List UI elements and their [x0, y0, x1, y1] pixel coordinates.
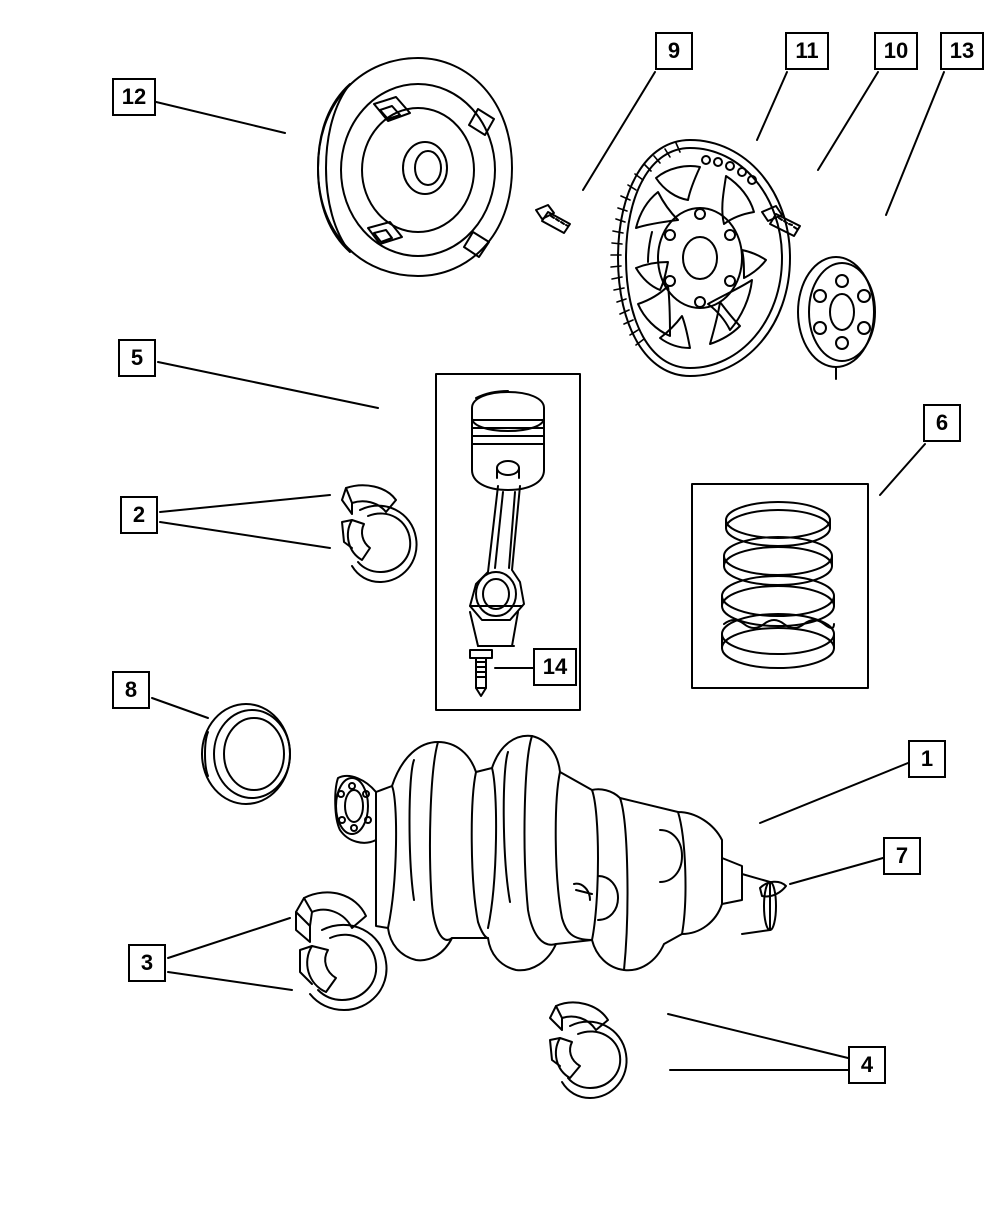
part-crankshaft: [335, 736, 776, 971]
part-torque-converter: [318, 58, 512, 276]
part-flexplate-bolt-left: [536, 205, 570, 233]
callout-13[interactable]: 13: [940, 32, 984, 70]
callout-11[interactable]: 11: [785, 32, 829, 70]
callout-3[interactable]: 3: [128, 944, 166, 982]
callout-14[interactable]: 14: [533, 648, 577, 686]
callout-7[interactable]: 7: [883, 837, 921, 875]
leader-lines: [152, 72, 944, 1070]
callout-6[interactable]: 6: [923, 404, 961, 442]
part-main-bearings-lower: [550, 1002, 627, 1098]
callout-2[interactable]: 2: [120, 496, 158, 534]
part-flexplate: [611, 140, 790, 376]
callout-5[interactable]: 5: [118, 339, 156, 377]
callout-9[interactable]: 9: [655, 32, 693, 70]
part-main-bearings-upper: [296, 892, 387, 1010]
callout-10[interactable]: 10: [874, 32, 918, 70]
callout-8[interactable]: 8: [112, 671, 150, 709]
callout-4[interactable]: 4: [848, 1046, 886, 1084]
part-piston-ring-set: [692, 484, 868, 688]
callout-1[interactable]: 1: [908, 740, 946, 778]
part-crankshaft-hub-plate: [798, 257, 875, 379]
part-crankshaft-rear-oil-seal: [202, 704, 290, 804]
callout-12[interactable]: 12: [112, 78, 156, 116]
part-connecting-rod-bearings: [342, 485, 417, 582]
